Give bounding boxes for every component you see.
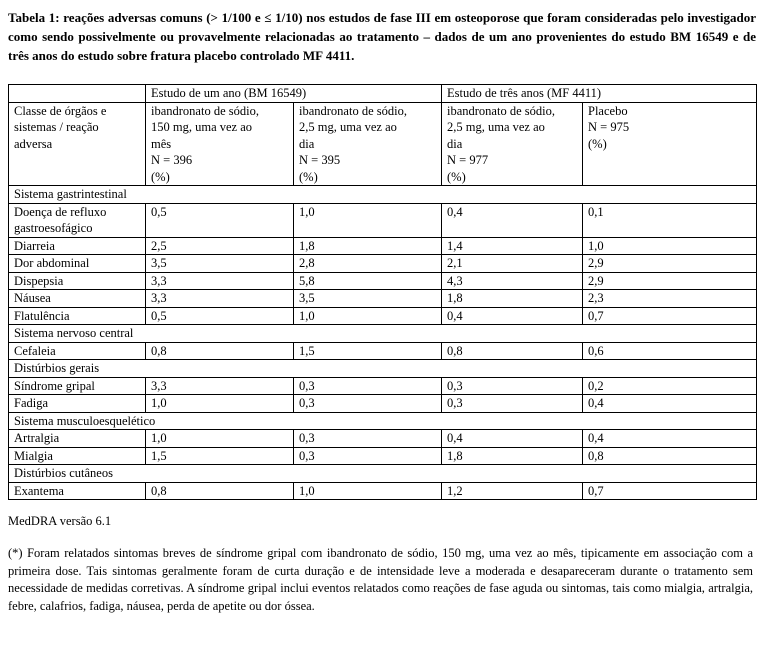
value-cell: 0,3 xyxy=(294,447,442,465)
value-cell: 2,8 xyxy=(294,255,442,273)
value-cell: 0,3 xyxy=(294,430,442,448)
study-header-row xyxy=(9,85,757,103)
value-cell: 1,0 xyxy=(294,307,442,325)
adverse-reactions-table xyxy=(8,84,757,500)
reaction-label: Cefaleia xyxy=(9,342,146,360)
table-row xyxy=(9,377,757,395)
value-cell: 0,8 xyxy=(442,342,583,360)
group-row xyxy=(9,465,757,483)
value-cell: 0,3 xyxy=(294,395,442,413)
col-header-2-5mg-daily-bm: ibandronato de sódio, 2,5 mg, uma vez ao dia N = 395 (%) xyxy=(294,102,442,186)
value-cell: 0,8 xyxy=(146,482,294,500)
value-cell: 2,3 xyxy=(583,290,757,308)
value-cell: 0,6 xyxy=(583,342,757,360)
value-cell: 3,3 xyxy=(146,377,294,395)
value-cell: 1,5 xyxy=(146,447,294,465)
value-cell: 0,2 xyxy=(583,377,757,395)
empty-header-cell xyxy=(9,85,146,103)
value-cell: 1,0 xyxy=(146,395,294,413)
value-cell: 2,5 xyxy=(146,237,294,255)
value-cell: 0,8 xyxy=(146,342,294,360)
value-cell: 1,5 xyxy=(294,342,442,360)
reaction-label: Fadiga xyxy=(9,395,146,413)
study-header-mf4411: Estudo de três anos (MF 4411) xyxy=(442,85,757,103)
reaction-label: Artralgia xyxy=(9,430,146,448)
reaction-label: Dor abdominal xyxy=(9,255,146,273)
value-cell: 0,7 xyxy=(583,307,757,325)
table-body xyxy=(9,85,757,500)
reaction-label: Síndrome gripal xyxy=(9,377,146,395)
group-label: Sistema musculoesquelético xyxy=(9,412,757,430)
group-row xyxy=(9,360,757,378)
value-cell: 3,5 xyxy=(146,255,294,273)
value-cell: 2,1 xyxy=(442,255,583,273)
table-caption: Tabela 1: reações adversas comuns (> 1/100 e ≤ 1/10) nos estudos de fase III em osteoporose que foram consideradas pelo investigador como sendo possivelmente ou provavelmente relacionadas ao tratamento – dados de um ano provenientes do estudo BM 16549 e de três anos do estudo sobre fratura placebo controlado MF 4411. xyxy=(8,10,756,63)
reaction-label: Diarreia xyxy=(9,237,146,255)
col-header-placebo: Placebo N = 975 (%) xyxy=(583,102,757,186)
value-cell: 3,3 xyxy=(146,290,294,308)
value-cell: 1,0 xyxy=(583,237,757,255)
value-cell: 0,4 xyxy=(583,430,757,448)
reaction-label: Exantema xyxy=(9,482,146,500)
reaction-label: Dispepsia xyxy=(9,272,146,290)
value-cell: 3,3 xyxy=(146,272,294,290)
group-row xyxy=(9,325,757,343)
table-row xyxy=(9,447,757,465)
value-cell: 0,4 xyxy=(442,430,583,448)
value-cell: 3,5 xyxy=(294,290,442,308)
table-row xyxy=(9,342,757,360)
group-label: Sistema gastrintestinal xyxy=(9,186,757,204)
organ-class-header: Classe de órgãos e sistemas / reação adversa xyxy=(9,102,146,186)
table-row xyxy=(9,255,757,273)
table-row xyxy=(9,272,757,290)
col-header-2-5mg-daily-mf: ibandronato de sódio, 2,5 mg, uma vez ao dia N = 977 (%) xyxy=(442,102,583,186)
table-row xyxy=(9,395,757,413)
column-header-row xyxy=(9,102,757,186)
value-cell: 0,5 xyxy=(146,307,294,325)
table-row xyxy=(9,237,757,255)
value-cell: 1,0 xyxy=(146,430,294,448)
value-cell: 0,8 xyxy=(583,447,757,465)
value-cell: 1,8 xyxy=(442,447,583,465)
group-row xyxy=(9,186,757,204)
table-row xyxy=(9,203,757,237)
value-cell: 0,7 xyxy=(583,482,757,500)
value-cell: 2,9 xyxy=(583,255,757,273)
value-cell: 5,8 xyxy=(294,272,442,290)
reaction-label: Doença de refluxo gastroesofágico xyxy=(9,203,146,237)
value-cell: 1,2 xyxy=(442,482,583,500)
group-label: Distúrbios gerais xyxy=(9,360,757,378)
meddra-version: MedDRA versão 6.1 xyxy=(8,514,112,528)
value-cell: 0,1 xyxy=(583,203,757,237)
value-cell: 0,5 xyxy=(146,203,294,237)
footnote: (*) Foram relatados sintomas breves de síndrome gripal com ibandronato de sódio, 150 mg, uma vez ao mês, tipicamente em associação com a primeira dose. Tais sintomas geralmente foram de curta duração e de intensidade leve a moderada e desapareceram durante o tratamento sem necessidade de medidas corretivas. A síndrome gripal inclui eventos relatados como reações de fase aguda ou sintomas, tais como mialgia, artralgia, febre, calafrios, fadiga, náusea, perda de apetite ou dor óssea. xyxy=(8,546,753,613)
value-cell: 1,0 xyxy=(294,482,442,500)
value-cell: 0,3 xyxy=(294,377,442,395)
value-cell: 4,3 xyxy=(442,272,583,290)
study-header-bm16549: Estudo de um ano (BM 16549) xyxy=(146,85,442,103)
value-cell: 1,4 xyxy=(442,237,583,255)
group-label: Distúrbios cutâneos xyxy=(9,465,757,483)
reaction-label: Flatulência xyxy=(9,307,146,325)
table-row xyxy=(9,482,757,500)
col-header-150mg-monthly: ibandronato de sódio, 150 mg, uma vez ao mês N = 396 (%) xyxy=(146,102,294,186)
value-cell: 1,8 xyxy=(294,237,442,255)
reaction-label: Mialgia xyxy=(9,447,146,465)
table-row xyxy=(9,290,757,308)
value-cell: 0,3 xyxy=(442,395,583,413)
value-cell: 1,0 xyxy=(294,203,442,237)
group-label: Sistema nervoso central xyxy=(9,325,757,343)
value-cell: 0,4 xyxy=(442,203,583,237)
reaction-label: Náusea xyxy=(9,290,146,308)
value-cell: 0,3 xyxy=(442,377,583,395)
table-row xyxy=(9,307,757,325)
value-cell: 1,8 xyxy=(442,290,583,308)
table-row xyxy=(9,430,757,448)
value-cell: 0,4 xyxy=(442,307,583,325)
value-cell: 2,9 xyxy=(583,272,757,290)
group-row xyxy=(9,412,757,430)
value-cell: 0,4 xyxy=(583,395,757,413)
